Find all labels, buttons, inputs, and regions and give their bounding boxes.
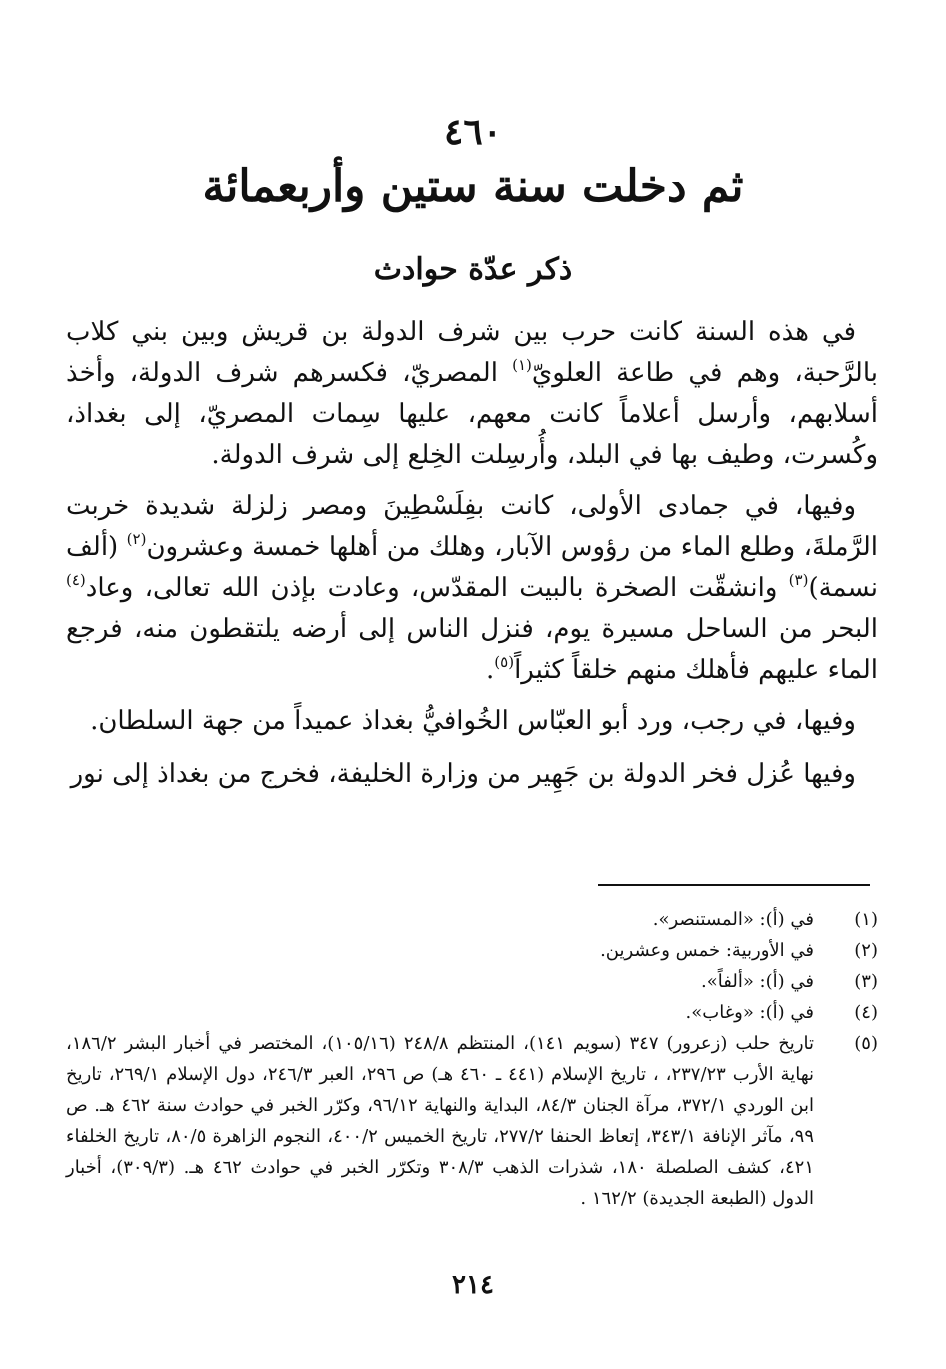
paragraph-3: وفيها، في رجب، ورد أبو العبّاس الخُوافيُّ بغداذ عميداً من جهة السلطان. [90,706,856,736]
year-heading: ٤٦٠ [443,111,502,153]
paragraph-2-text-b: (ألف نسمة) [66,532,878,603]
paragraph-2-text-a: وفيها، في جمادى الأولى، كانت بفِلَسْطِينَ ومصر زلزلة شديدة خربت الرَّملةَ، وطلع الماء من رؤوس الآبار، وهلك من أهلها خمسة وعشرون [66,491,878,562]
section-heading: ذكر عدّة حوادث [373,252,573,287]
paragraph-2-text-d: البحر من الساحل مسيرة يوم، فنزل الناس إلى أرضه يلتقطون منه، فرجع الماء عليهم فأهلك منهم خلقاً كثيراً [66,614,878,685]
paragraph-2 [66,486,878,691]
footnote-ref-5: (٥) [494,653,515,671]
footnotes [66,904,878,1214]
chapter-title: ثم دخلت سنة ستين وأربعمائة [202,161,744,212]
footnote-number: (٣) [854,971,878,992]
footnote-item [66,997,878,1028]
footnote-text: في (أ): «ألفاً». [701,971,814,992]
page-number: ٢١٤ [452,1270,494,1300]
footnote-number: (٤) [854,1002,878,1023]
paragraph-1 [66,312,878,476]
footnote-number: (٢) [854,940,878,961]
footnote-text: في (أ): «المستنصر». [652,909,814,930]
footnote-ref-1: (١) [512,356,532,374]
paragraph-2-text-e: . [486,655,495,685]
footnote-ref-4: (٤) [66,571,86,589]
paragraph-1-text-b: المصريّ، فكسرهم شرف الدولة، وأخذ أسلابهم، وأرسل أعلاماً كانت معهم، عليها سِمات المصريّ، إلى بغداذ، وكُسرت، وطيف بها في البلد، وأُرسِلت الخِلع إلى شرف الدولة. [66,358,878,470]
footnote-item [66,904,878,935]
footnote-text: تاريخ حلب (زعرور) ٣٤٧ (سويم ١٤١)، المنتظم ٢٤٨/٨ (١٠٥/١٦)، المختصر في أخبار البشر ١٨٦/٢، نهاية الأرب ٢٣٧/٢٣، ، تاريخ الإسلام (٤٤١ ـ ٤٦٠ هـ) ص ٢٩٦، العبر ٢٤٦/٣، دول الإسلام ٢٦٩/١، تاريخ ابن الوردي ٣٧٢/١، مرآة الجنان ٨٤/٣، البداية والنهاية ٩٦/١٢، وكرّر الخبر في حوادث سنة ٤٦٢ هـ. ص ٩٩، مآثر الإنافة ٣٤٣/١، إتعاظ الحنفا ٢٧٧/٢، تاريخ الخميس ٤٠٠/٢، النجوم الزاهرة ٨٠/٥، تاريخ الخلفاء ٤٢١، كشف الصلصلة ١٨٠، شذرات الذهب ٣٠٨/٣ وتكرّر الخبر في حوادث ٤٦٢ هـ. (٣٠٩/٣)، أخبار الدول (الطبعة الجديدة) ١٦٢/٢ . [66,1033,815,1209]
footnote-item [66,1028,878,1214]
footnote-item [66,966,878,997]
paragraph-1-text-a: في هذه السنة كانت حرب بين شرف الدولة بن قريش وبين بني كلاب بالرَّحبة، وهم في طاعة العلويّ [66,317,878,388]
paragraph-2-text-c: وانشقّت الصخرة بالبيت المقدّس، وعادت بإذن الله تعالى، وعاد [85,573,789,603]
main-text [66,312,878,805]
footnote-text: في الأوربية: خمس وعشرين. [600,940,814,961]
footnote-ref-3: (٣) [788,571,809,589]
footnote-number: (٥) [854,1033,878,1054]
footnote-text: في (أ): «وغاب». [685,1002,814,1023]
footnote-number: (١) [854,909,878,930]
paragraph-4: وفيها عُزل فخر الدولة بن جَهِير من وزارة الخليفة، فخرج من بغداذ إلى نور [70,759,856,789]
footnote-ref-2: (٢) [126,530,147,548]
footnote-item [66,935,878,966]
footnote-divider [598,884,870,886]
